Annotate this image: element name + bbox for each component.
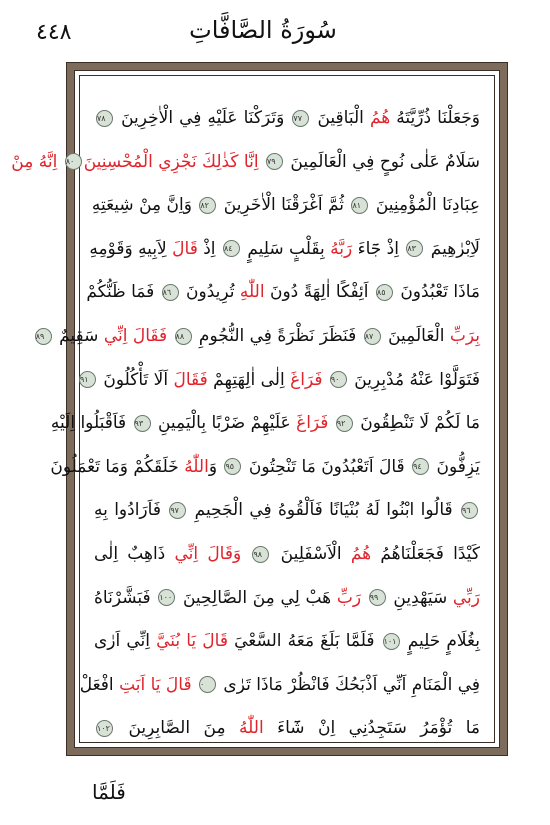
verse-text: كَيْدًا فَجَعَلْنَاهُمُ: [371, 544, 480, 564]
verse-text: مَا تُؤْمَرُ سَتَجِدُنِي اِنْ شَٓاءَ: [263, 718, 480, 739]
verse-text: افْعَلْ: [79, 674, 120, 695]
highlighted-word: اللّٰهِ: [239, 282, 265, 303]
verse-text: سَقِيمٌ: [53, 326, 104, 346]
quran-text-block: [11, 96, 481, 739]
highlighted-word: رَبِّي: [452, 587, 481, 608]
text-line: [89, 227, 480, 271]
verse-text: فَنَظَرَ نَظْرَةً فِي النُّجُومِ: [193, 326, 362, 346]
highlighted-word: فَقَالَ: [173, 369, 208, 390]
verse-text: قَالَ اَتَعْبُدُونَ مَا تَنْحِتُونَ: [243, 456, 411, 477]
ayah-number-marker: ٨٠: [65, 153, 82, 170]
highlighted-word: اِنَّا كَذٰلِكَ نَجْزِي الْمُحْسِنِينَ: [83, 151, 264, 172]
surah-title: سُورَةُ الصَّافَّاتِ: [189, 16, 337, 44]
verse-text: لِاَبِيهِ وَقَوْمِهِ: [89, 238, 173, 259]
page-header: [36, 14, 490, 54]
highlighted-word: بِرَبِّ: [449, 326, 480, 346]
text-line: [94, 619, 480, 663]
ayah-number-marker: ٨٤: [223, 240, 240, 257]
ayah-number-marker: ٧٨: [96, 110, 113, 127]
ayah-number-marker: ٩٧: [169, 502, 186, 519]
verse-text: وَجَعَلْنَا ذُرِّيَّتَهُ: [390, 108, 480, 128]
verse-text: الْبَاقِينَ: [311, 108, 370, 128]
verse-text: فَبَشَّرْنَاهُ: [94, 587, 157, 608]
ayah-number-marker: ٩٥: [224, 458, 241, 475]
verse-text: يَزِفُّونَ: [431, 456, 480, 477]
highlighted-word: رَبَّهُ: [330, 238, 353, 259]
highlighted-word: وَقَالَ اِنِّي: [174, 544, 251, 564]
verse-text: سَلَامٌ عَلٰى نُوحٍ فِي الْعَالَمِينَ: [284, 151, 480, 172]
ayah-number-marker: ٨٦: [162, 284, 179, 301]
text-line: [50, 445, 480, 489]
verse-text: وَتَرَكْنَا عَلَيْهِ فِي الْاٰخِرِينَ: [115, 108, 291, 128]
text-line: [79, 663, 480, 707]
verse-text: فَاَرَادُوا بِهِ: [94, 500, 168, 521]
verse-text: الْعَالَمِينَ: [382, 326, 450, 346]
ayah-number-marker: ٨٨: [175, 328, 192, 345]
ayah-number-marker: ٩٠: [330, 371, 347, 388]
ayah-number-marker: ٩٩: [369, 589, 386, 606]
text-line: [50, 401, 480, 445]
verse-text: تُرِيدُونَ: [180, 282, 240, 303]
highlighted-word: هُمُ: [350, 544, 372, 564]
highlighted-word: اللّٰهُ: [239, 718, 264, 739]
verse-text: عِبَادِنَا الْمُؤْمِنِينَ: [370, 195, 480, 216]
text-line: [94, 576, 480, 620]
verse-text: خَلَقَكُمْ وَمَا تَعْمَلُونَ: [50, 456, 185, 477]
text-line: [86, 270, 480, 314]
highlighted-word: قَالَ يَا بُنَيَّ: [156, 631, 228, 652]
text-line: [94, 706, 480, 750]
ayah-number-marker: ٩٢: [336, 415, 353, 432]
verse-text: بِقَلْبٍ سَلِيمٍ: [241, 238, 331, 259]
ayah-number-marker: ٩٣: [134, 415, 151, 432]
verse-text: فَمَا ظَنُّكُمْ: [86, 282, 160, 303]
ayah-number-marker: ٧٧: [292, 110, 309, 127]
page-frame-inner: [11, 70, 500, 748]
catchword: فَلَمَّا: [92, 780, 126, 804]
ayah-number-marker: ٨٣: [406, 240, 423, 257]
ayah-number-marker: ٨٩: [35, 328, 52, 345]
verse-text: الْاَسْفَلِينَ: [271, 544, 351, 564]
verse-text: عَلَيْهِمْ ضَرْبًا بِالْيَمِينِ: [152, 413, 297, 434]
verse-text: ذَاهِبٌ اِلٰى: [94, 544, 175, 564]
ayah-number-marker: ٩٨: [252, 546, 269, 563]
highlighted-word: هُمُ: [369, 108, 391, 128]
ayah-number-marker: ٨٧: [364, 328, 381, 345]
verse-text: ثُمَّ اَغْرَقْنَا الْاٰخَرِينَ: [218, 195, 350, 216]
highlighted-word: قَالَ يَا اَبَتِ: [119, 674, 197, 695]
verse-text: اِذْ جَٓاءَ: [352, 238, 405, 259]
text-line: [94, 96, 480, 140]
page-frame: [11, 62, 508, 756]
ayah-number-marker: ١٠١: [383, 633, 400, 650]
ayah-number-marker: ٩٤: [412, 458, 429, 475]
text-line: [35, 314, 480, 358]
text-line: [79, 358, 480, 402]
highlighted-word: رَبِّ: [336, 587, 367, 608]
ayah-number-marker: ٨١: [351, 197, 368, 214]
verse-text: مَا لَكُمْ لَا تَنْطِقُونَ: [354, 413, 480, 434]
ayah-number-marker: ٩٦: [461, 502, 478, 519]
highlighted-word: فَقَالَ اِنِّي: [103, 326, 173, 346]
ayah-number-marker: ٠: [199, 676, 216, 693]
verse-text: فِي الْمَنَامِ اَنِّي اَذْبَحُكَ فَانْظُرْ مَاذَا تَرٰى: [218, 674, 480, 695]
ayah-number-marker: ٧٩: [266, 153, 283, 170]
highlighted-word: قَالَ: [172, 238, 198, 259]
highlighted-word: فَرَاغَ: [296, 413, 334, 434]
ayah-number-marker: ١٠٢: [96, 720, 113, 737]
verse-text: اَئِفْكًا اٰلِهَةً دُونَ: [264, 282, 374, 303]
verse-text: وَاِنَّ مِنْ شِيعَتِهِ: [91, 195, 198, 216]
page-number: ٤٤٨: [36, 20, 72, 45]
verse-text: بِغُلَامٍ حَلِيمٍ: [401, 631, 480, 652]
verse-text: وَ: [208, 456, 223, 477]
verse-text: فَاَقْبَلُوا اِلَيْهِ: [50, 413, 132, 434]
verse-text: اَلَا تَأْكُلُونَ: [97, 369, 174, 390]
verse-text: هَبْ لِي مِنَ الصَّالِحِينَ: [177, 587, 337, 608]
verse-text: لَاِبْرٰهِيمَ: [425, 238, 480, 259]
verse-text: قَالُوا ابْنُوا لَهُ بُنْيَانًا فَاَلْقُوهُ فِي الْجَحِيمِ: [188, 500, 459, 521]
text-line: [94, 488, 480, 532]
verse-text: فَلَمَّا بَلَغَ مَعَهُ السَّعْيَ: [227, 631, 381, 652]
verse-text: مِنَ الصَّابِرِينَ: [115, 718, 240, 739]
text-line: [11, 140, 480, 184]
verse-text: سَيَهْدِينِ: [387, 587, 453, 608]
verse-text: اِنِّي اَرٰى: [94, 631, 157, 652]
verse-text: فَتَوَلَّوْا عَنْهُ مُدْبِرِينَ: [348, 369, 480, 390]
highlighted-word: اِنَّهُ مِنْ: [11, 151, 63, 172]
ayah-number-marker: ١٠٠: [158, 589, 175, 606]
ayah-number-marker: ٩١: [79, 371, 96, 388]
verse-text: مَاذَا تَعْبُدُونَ: [394, 282, 480, 303]
page-frame-rule: [11, 75, 495, 743]
highlighted-word: اللّٰهُ: [184, 456, 209, 477]
verse-text: اِلٰى اٰلِهَتِهِمْ: [207, 369, 291, 390]
text-line: [94, 532, 480, 576]
ayah-number-marker: ٨٢: [199, 197, 216, 214]
verse-text: اِذْ: [197, 238, 221, 259]
text-line: [91, 183, 480, 227]
highlighted-word: فَرَاغَ: [290, 369, 328, 390]
ayah-number-marker: ٨٥: [376, 284, 393, 301]
